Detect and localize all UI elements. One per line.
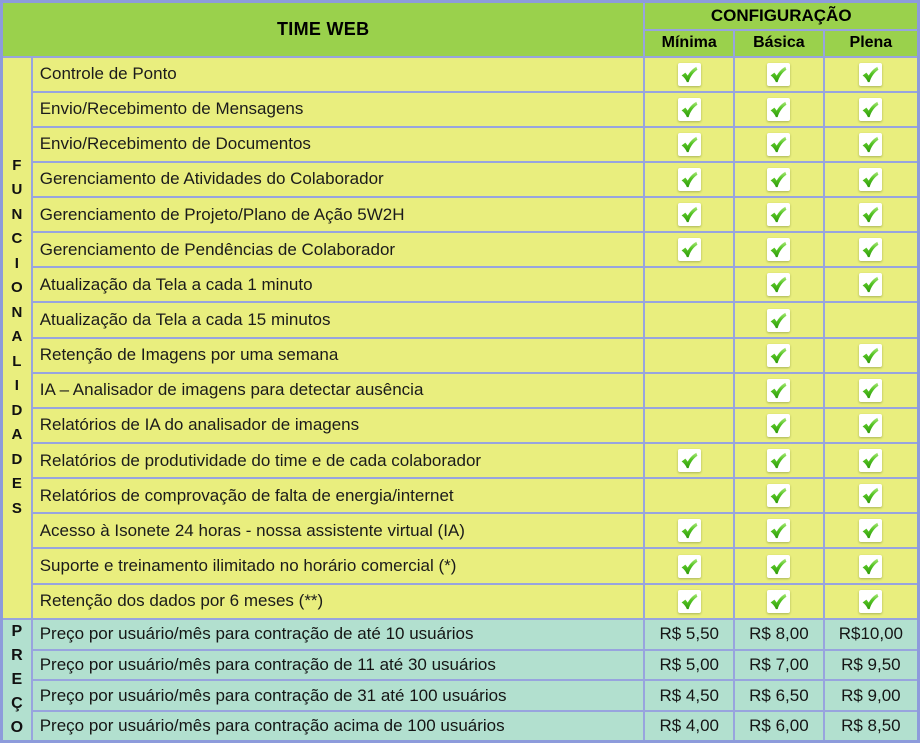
- check-icon: [767, 63, 790, 86]
- feature-row: [2, 338, 919, 373]
- check-icon: [678, 590, 701, 613]
- feature-check-cell-minima: [644, 162, 734, 197]
- price-value-basica: R$ 6,50: [734, 680, 824, 711]
- feature-row: [2, 162, 919, 197]
- feature-row: [2, 548, 919, 583]
- price-label: Preço por usuário/mês para contração de 11 até 30 usuários: [32, 650, 645, 681]
- feature-check-cell-minima: [644, 513, 734, 548]
- feature-row: [2, 92, 919, 127]
- check-icon: [859, 63, 882, 86]
- check-icon: [678, 63, 701, 86]
- feature-check-cell-basica: [734, 197, 824, 232]
- check-icon: [859, 273, 882, 296]
- check-icon: [767, 273, 790, 296]
- vertical-label-funcionalidades: [3, 154, 31, 522]
- feature-check-cell-basica: [734, 127, 824, 162]
- feature-check-cell-plena: [824, 548, 919, 583]
- feature-check-cell-minima: [644, 373, 734, 408]
- vertical-label-letter: D: [11, 401, 23, 419]
- vertical-label-letter: C: [11, 230, 23, 248]
- feature-row: [2, 408, 919, 443]
- vertical-label-letter: U: [11, 181, 23, 199]
- feature-check-cell-plena: [824, 127, 919, 162]
- check-icon: [767, 484, 790, 507]
- vertical-label-letter: I: [14, 254, 19, 272]
- feature-row: [2, 267, 919, 302]
- vertical-label-preço: [3, 620, 31, 740]
- feature-check-cell-plena: [824, 584, 919, 619]
- feature-label: Atualização da Tela a cada 1 minuto: [32, 267, 645, 302]
- feature-row: [2, 373, 919, 408]
- vertical-label-letter: L: [12, 352, 22, 370]
- feature-row: [2, 197, 919, 232]
- feature-check-cell-basica: [734, 92, 824, 127]
- feature-label: Controle de Ponto: [32, 57, 645, 92]
- feature-check-cell-minima: [644, 57, 734, 92]
- feature-check-cell-minima: [644, 584, 734, 619]
- check-icon: [678, 98, 701, 121]
- price-value-minima: R$ 4,00: [644, 711, 734, 742]
- config-header: CONFIGURAÇÃO: [644, 2, 918, 30]
- check-icon: [678, 238, 701, 261]
- feature-check-cell-basica: [734, 57, 824, 92]
- feature-check-cell-plena: [824, 162, 919, 197]
- price-row: [2, 680, 919, 711]
- price-value-minima: R$ 4,50: [644, 680, 734, 711]
- feature-row: [2, 443, 919, 478]
- feature-row: [2, 513, 919, 548]
- vertical-label-letter: F: [12, 156, 22, 174]
- check-icon: [767, 519, 790, 542]
- price-row: [2, 711, 919, 742]
- vertical-label-letter: A: [11, 328, 23, 346]
- price-label: Preço por usuário/mês para contração de 31 até 100 usuários: [32, 680, 645, 711]
- check-icon: [859, 133, 882, 156]
- feature-label: Atualização da Tela a cada 15 minutos: [32, 302, 645, 337]
- feature-check-cell-basica: [734, 373, 824, 408]
- feature-label: Envio/Recebimento de Documentos: [32, 127, 645, 162]
- check-icon: [678, 519, 701, 542]
- feature-row: [2, 584, 919, 619]
- feature-check-cell-basica: [734, 302, 824, 337]
- table-title: TIME WEB: [2, 2, 645, 57]
- feature-check-cell-plena: [824, 478, 919, 513]
- vertical-label-letter: E: [11, 670, 23, 688]
- vertical-label-letter: I: [14, 377, 19, 395]
- feature-check-cell-minima: [644, 302, 734, 337]
- feature-check-cell-plena: [824, 267, 919, 302]
- price-value-minima: R$ 5,50: [644, 619, 734, 650]
- price-value-plena: R$ 9,50: [824, 650, 919, 681]
- feature-label: Acesso à Isonete 24 horas - nossa assistente virtual (IA): [32, 513, 645, 548]
- vertical-label-letter: S: [11, 499, 22, 517]
- vertical-label-letter: A: [11, 426, 23, 444]
- feature-check-cell-plena: [824, 57, 919, 92]
- column-header-plena: Plena: [824, 30, 919, 57]
- feature-label: Relatórios de IA do analisador de imagens: [32, 408, 645, 443]
- check-icon: [767, 344, 790, 367]
- feature-check-cell-basica: [734, 584, 824, 619]
- feature-check-cell-minima: [644, 443, 734, 478]
- check-icon: [859, 98, 882, 121]
- price-value-basica: R$ 8,00: [734, 619, 824, 650]
- check-icon: [859, 519, 882, 542]
- feature-check-cell-basica: [734, 478, 824, 513]
- check-icon: [767, 590, 790, 613]
- check-icon: [859, 238, 882, 261]
- feature-label: Retenção dos dados por 6 meses (**): [32, 584, 645, 619]
- prices-section: [2, 619, 919, 742]
- feature-check-cell-minima: [644, 408, 734, 443]
- feature-label: Retenção de Imagens por uma semana: [32, 338, 645, 373]
- feature-row: [2, 478, 919, 513]
- price-value-basica: R$ 7,00: [734, 650, 824, 681]
- check-icon: [767, 555, 790, 578]
- check-icon: [859, 484, 882, 507]
- check-icon: [859, 379, 882, 402]
- vertical-label-letter: O: [10, 718, 24, 736]
- feature-check-cell-minima: [644, 478, 734, 513]
- vertical-label-letter: D: [11, 450, 23, 468]
- feature-check-cell-plena: [824, 197, 919, 232]
- feature-check-cell-basica: [734, 408, 824, 443]
- feature-check-cell-basica: [734, 513, 824, 548]
- price-row: [2, 650, 919, 681]
- vertical-label-letter: N: [11, 205, 23, 223]
- feature-check-cell-basica: [734, 232, 824, 267]
- check-icon: [678, 449, 701, 472]
- feature-label: Gerenciamento de Projeto/Plano de Ação 5W2H: [32, 197, 645, 232]
- feature-label: Suporte e treinamento ilimitado no horário comercial (*): [32, 548, 645, 583]
- feature-check-cell-minima: [644, 92, 734, 127]
- feature-check-cell-plena: [824, 513, 919, 548]
- price-label: Preço por usuário/mês para contração acima de 100 usuários: [32, 711, 645, 742]
- check-icon: [767, 203, 790, 226]
- check-icon: [678, 203, 701, 226]
- feature-check-cell-minima: [644, 127, 734, 162]
- check-icon: [678, 133, 701, 156]
- check-icon: [767, 449, 790, 472]
- feature-label: Relatórios de produtividade do time e de cada colaborador: [32, 443, 645, 478]
- price-label: Preço por usuário/mês para contração de até 10 usuários: [32, 619, 645, 650]
- feature-label: Gerenciamento de Atividades do Colaborador: [32, 162, 645, 197]
- price-row: [2, 619, 919, 650]
- check-icon: [859, 555, 882, 578]
- vertical-label-letter: P: [11, 622, 23, 640]
- prices-vertical-label-cell: [2, 619, 32, 742]
- vertical-label-letter: O: [11, 279, 23, 297]
- table-header: [2, 2, 919, 57]
- check-icon: [767, 309, 790, 332]
- column-header-basica: Básica: [734, 30, 824, 57]
- feature-check-cell-basica: [734, 548, 824, 583]
- features-section: [2, 57, 919, 619]
- feature-row: [2, 232, 919, 267]
- check-icon: [767, 133, 790, 156]
- price-value-minima: R$ 5,00: [644, 650, 734, 681]
- feature-label: IA – Analisador de imagens para detectar ausência: [32, 373, 645, 408]
- feature-check-cell-plena: [824, 373, 919, 408]
- feature-check-cell-plena: [824, 408, 919, 443]
- check-icon: [859, 168, 882, 191]
- check-icon: [859, 203, 882, 226]
- check-icon: [767, 414, 790, 437]
- check-icon: [767, 98, 790, 121]
- feature-label: Envio/Recebimento de Mensagens: [32, 92, 645, 127]
- check-icon: [678, 168, 701, 191]
- vertical-label-letter: E: [11, 475, 22, 493]
- feature-check-cell-basica: [734, 267, 824, 302]
- feature-check-cell-minima: [644, 232, 734, 267]
- features-vertical-label-cell: [2, 57, 32, 619]
- feature-row: [2, 57, 919, 92]
- feature-check-cell-basica: [734, 338, 824, 373]
- feature-row: [2, 302, 919, 337]
- feature-check-cell-minima: [644, 197, 734, 232]
- feature-check-cell-plena: [824, 92, 919, 127]
- feature-check-cell-basica: [734, 443, 824, 478]
- check-icon: [767, 168, 790, 191]
- feature-check-cell-minima: [644, 338, 734, 373]
- check-icon: [859, 590, 882, 613]
- feature-check-cell-plena: [824, 232, 919, 267]
- price-value-basica: R$ 6,00: [734, 711, 824, 742]
- vertical-label-letter: Ç: [11, 694, 23, 712]
- vertical-label-letter: R: [11, 646, 23, 664]
- check-icon: [859, 414, 882, 437]
- feature-label: Relatórios de comprovação de falta de energia/internet: [32, 478, 645, 513]
- check-icon: [767, 379, 790, 402]
- feature-row: [2, 127, 919, 162]
- check-icon: [767, 238, 790, 261]
- check-icon: [859, 449, 882, 472]
- check-icon: [678, 555, 701, 578]
- check-icon: [859, 344, 882, 367]
- price-value-plena: R$10,00: [824, 619, 919, 650]
- price-value-plena: R$ 8,50: [824, 711, 919, 742]
- feature-check-cell-plena: [824, 338, 919, 373]
- vertical-label-letter: N: [11, 303, 23, 321]
- column-header-minima: Mínima: [644, 30, 734, 57]
- feature-label: Gerenciamento de Pendências de Colaborador: [32, 232, 645, 267]
- feature-check-cell-plena: [824, 302, 919, 337]
- feature-check-cell-basica: [734, 162, 824, 197]
- feature-check-cell-minima: [644, 548, 734, 583]
- feature-check-cell-minima: [644, 267, 734, 302]
- feature-check-cell-plena: [824, 443, 919, 478]
- price-value-plena: R$ 9,00: [824, 680, 919, 711]
